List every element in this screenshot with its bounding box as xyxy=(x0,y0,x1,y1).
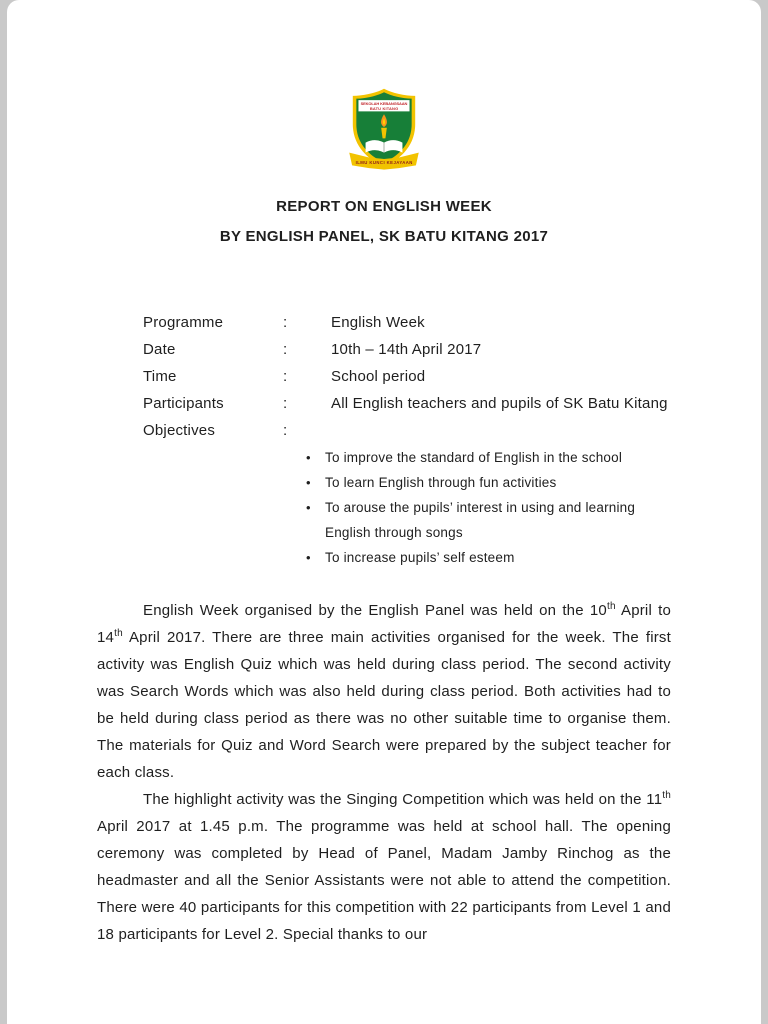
objective-text: To increase pupils’ self esteem xyxy=(325,550,515,565)
school-name-line1-text: SEKOLAH KEBANGSAAN xyxy=(360,101,408,107)
motto-text: ILMU KUNCI KEJAYAAN xyxy=(355,159,413,165)
objective-text: To improve the standard of English in the school xyxy=(325,450,623,465)
detail-row-objectives xyxy=(143,417,671,444)
detail-separator: : xyxy=(283,395,288,412)
report-body xyxy=(97,597,671,948)
body-paragraph-2: The highlight activity was the Singing Competition which was held on the 11th April 2017 at 1.45 p.m. The programme was held at school hall. The opening ceremony was completed by Head of Panel, Madam Jamby Rinchog as the headmaster and all the Senior Assistants were not able to attend the competition. There were 40 participants for this competition with 22 participants from Level 1 and 18 participants for Level 2. Special thanks to our xyxy=(97,790,671,943)
detail-separator: : xyxy=(283,422,288,439)
detail-label: Participants xyxy=(143,395,224,412)
objective-item xyxy=(302,470,671,495)
detail-separator: : xyxy=(283,341,288,358)
objective-item xyxy=(302,495,671,545)
bullet-icon: • xyxy=(306,500,311,515)
detail-row-participants xyxy=(143,390,671,417)
detail-value: School period xyxy=(331,368,426,385)
objectives-list xyxy=(302,444,671,570)
school-name-line2-text: BATU KITANG xyxy=(369,106,399,112)
school-crest-icon xyxy=(345,84,423,180)
objective-text: To arouse the pupils’ interest in using and learning English through songs xyxy=(325,500,636,540)
body-paragraph-1: English Week organised by the English Panel was held on the 10th April to 14th April 2017. There are three main activities organised for the week. The first activity was English Quiz which was held during class period. The second activity was Search Words which was also held during class period. Both activities had to be held during class period as there was no other suitable time to organise them. The materials for Quiz and Word Search were prepared by the subject teacher for each class. xyxy=(97,601,672,781)
document-page xyxy=(7,0,761,1024)
report-title: REPORT ON ENGLISH WEEK xyxy=(276,198,492,215)
school-crest-logo xyxy=(97,0,671,185)
bullet-icon: • xyxy=(306,475,311,490)
detail-label: Objectives xyxy=(143,422,216,439)
bullet-icon: • xyxy=(306,450,311,465)
report-subtitle: BY ENGLISH PANEL, SK BATU KITANG 2017 xyxy=(219,228,549,245)
detail-label: Date xyxy=(143,341,176,358)
detail-row-programme xyxy=(143,309,671,336)
detail-value: English Week xyxy=(331,314,425,331)
objective-item xyxy=(302,545,671,570)
detail-value: All English teachers and pupils of SK Batu Kitang xyxy=(331,395,668,412)
bullet-icon: • xyxy=(306,550,311,565)
details-section xyxy=(143,309,671,444)
objective-text: To learn English through fun activities xyxy=(325,475,557,490)
detail-row-time xyxy=(143,363,671,390)
objective-item xyxy=(302,445,671,470)
detail-separator: : xyxy=(283,368,288,385)
detail-row-date xyxy=(143,336,671,363)
detail-value: 10th – 14th April 2017 xyxy=(331,341,482,358)
detail-separator: : xyxy=(283,314,288,331)
detail-label: Programme xyxy=(143,314,224,331)
detail-label: Time xyxy=(143,368,177,385)
